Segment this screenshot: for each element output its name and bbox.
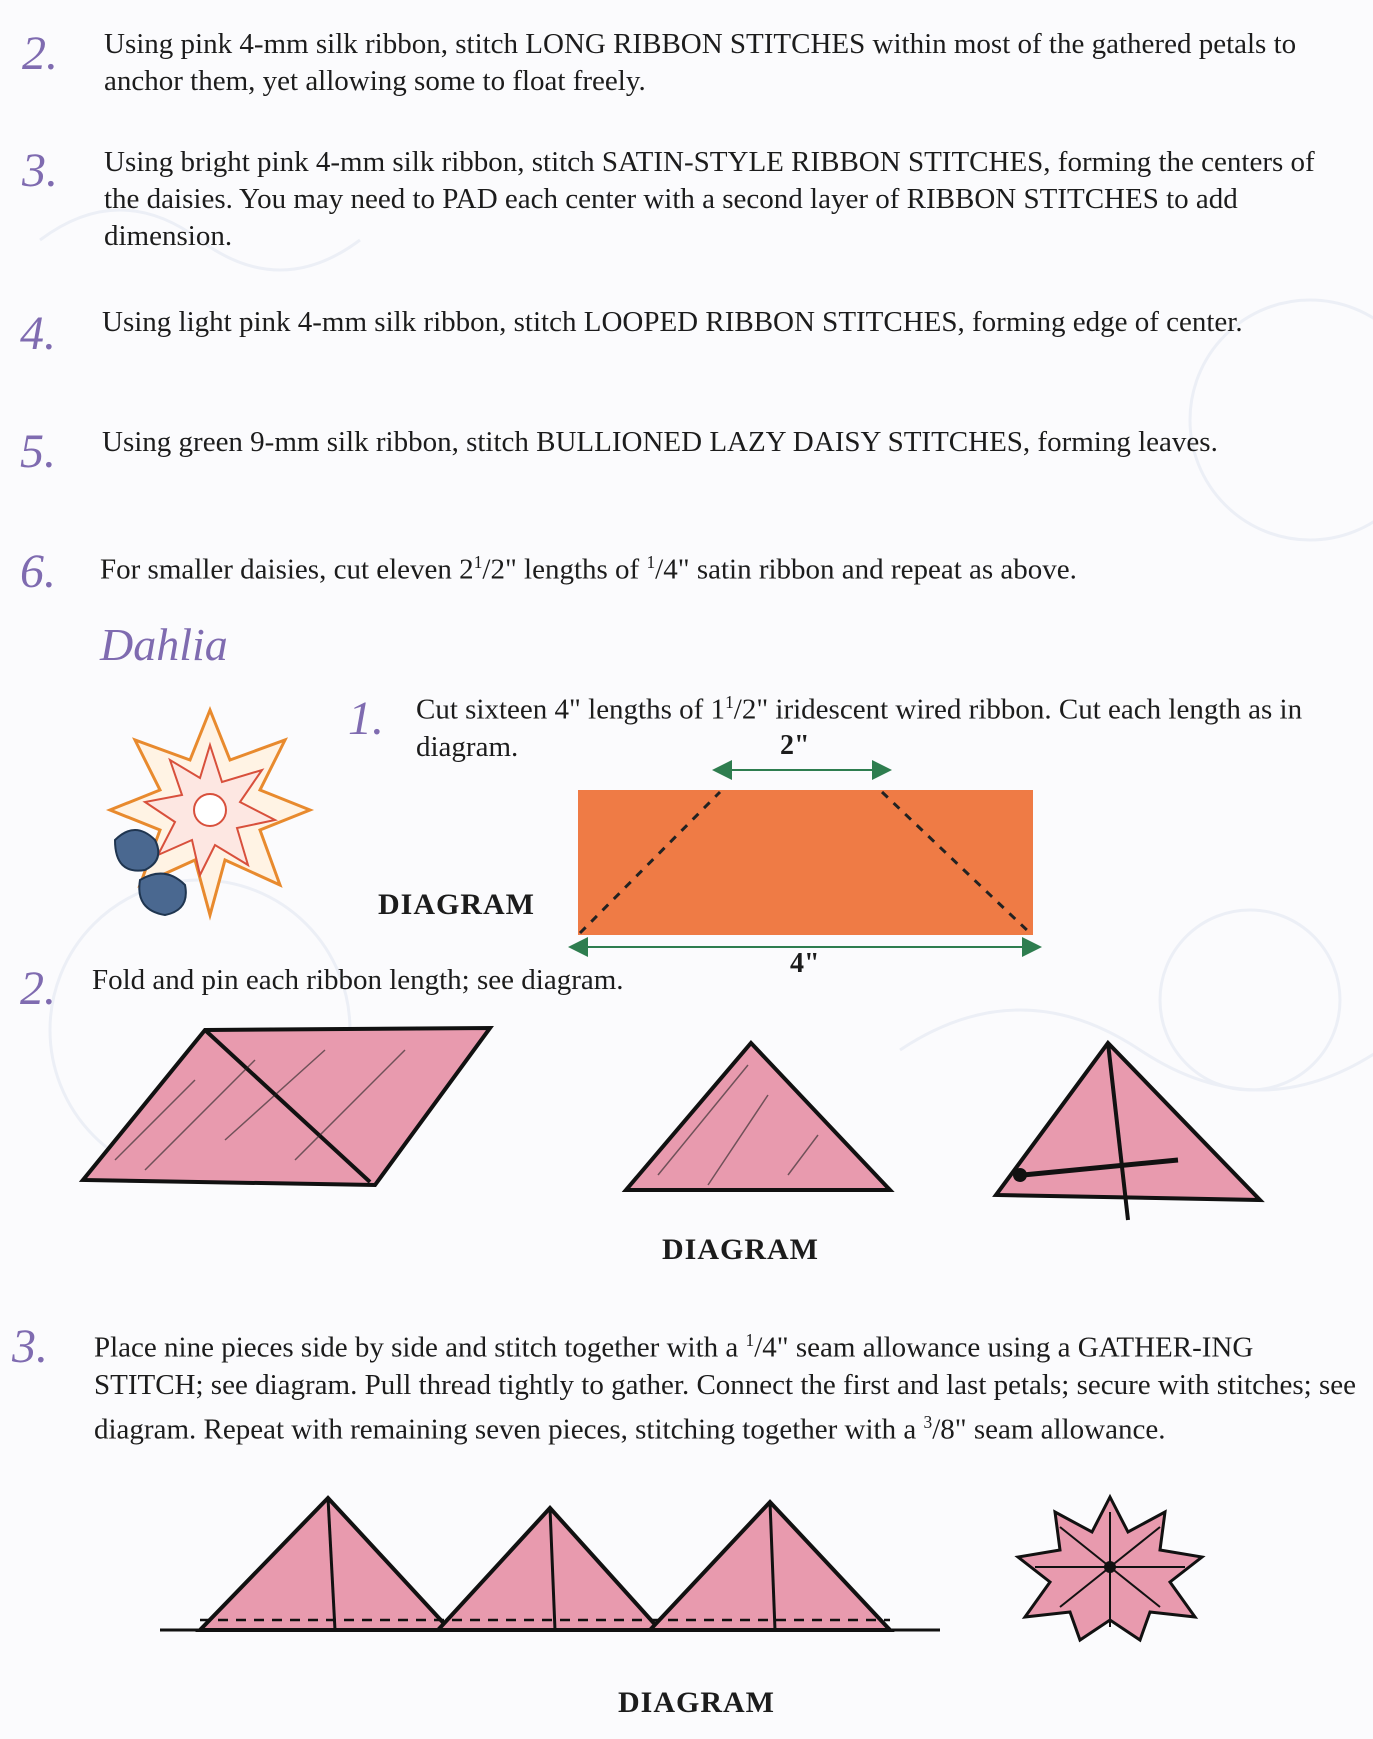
step-text: Place nine pieces side by side and stitch together with a $^1$/4" seam allowance using a GATHER-ING STITCH; see diagram. Pull thread tightly to gather. Connect the first and last petals; secure with stitches; see diagram. Repeat with remaining seven pieces, stitching together with a $^3$/8" seam allowance. <box>94 1330 1357 1446</box>
step-number: 2. <box>20 962 56 1015</box>
fold-diagram-parallelogram <box>75 1020 495 1200</box>
step-number: 3. <box>22 144 58 197</box>
step-number: 5. <box>20 425 56 478</box>
fold-diagram-pinned <box>988 1035 1268 1225</box>
step-text: Cut sixteen 4" lengths of $1^1/2$" iridescent wired ribbon. Cut each length as in diagram. <box>416 692 1303 763</box>
step-text: Using light pink 4-mm silk ribbon, stitch LOOPED RIBBON STITCHES, forming edge of center. <box>102 306 1243 338</box>
fold-diagram-triangle <box>618 1035 898 1205</box>
step-number: 3. <box>12 1320 48 1373</box>
step-number: 6. <box>20 545 56 598</box>
dimension-label-top: 2" <box>780 730 810 761</box>
step-text: Using green 9-mm silk ribbon, stitch BULLIONED LAZY DAISY STITCHES, forming leaves. <box>102 426 1218 458</box>
diagram-label: DIAGRAM <box>662 1233 819 1266</box>
step-number: 1. <box>348 692 384 745</box>
step-text: Using bright pink 4-mm silk ribbon, stitch SATIN-STYLE RIBBON STITCHES, forming the centers of the daisies. You may need to PAD each center with a second layer of RIBBON STITCHES to add dimension. <box>104 146 1315 252</box>
gathered-petals-diagram <box>160 1490 950 1650</box>
step-number: 4. <box>20 307 56 360</box>
step-text: Using pink 4-mm silk ribbon, stitch LONG RIBBON STITCHES within most of the gathered petals to anchor them, yet allowing some to float freely. <box>104 28 1297 97</box>
finished-dahlia-flower <box>1010 1492 1210 1642</box>
ribbon-cut-diagram <box>560 755 1040 965</box>
dimension-label-bottom: 4" <box>790 948 820 979</box>
step-text: For smaller daisies, cut eleven $2^1/2$" lengths of $^1$/4" satin ribbon and repeat as above. <box>100 552 1077 586</box>
section-title: Dahlia <box>100 619 228 670</box>
dahlia-flower-illustration <box>100 690 320 930</box>
diagram-label: DIAGRAM <box>618 1686 775 1719</box>
step-number: 2. <box>22 27 58 80</box>
diagram-label: DIAGRAM <box>378 888 535 921</box>
step-text: Fold and pin each ribbon length; see diagram. <box>92 964 624 996</box>
